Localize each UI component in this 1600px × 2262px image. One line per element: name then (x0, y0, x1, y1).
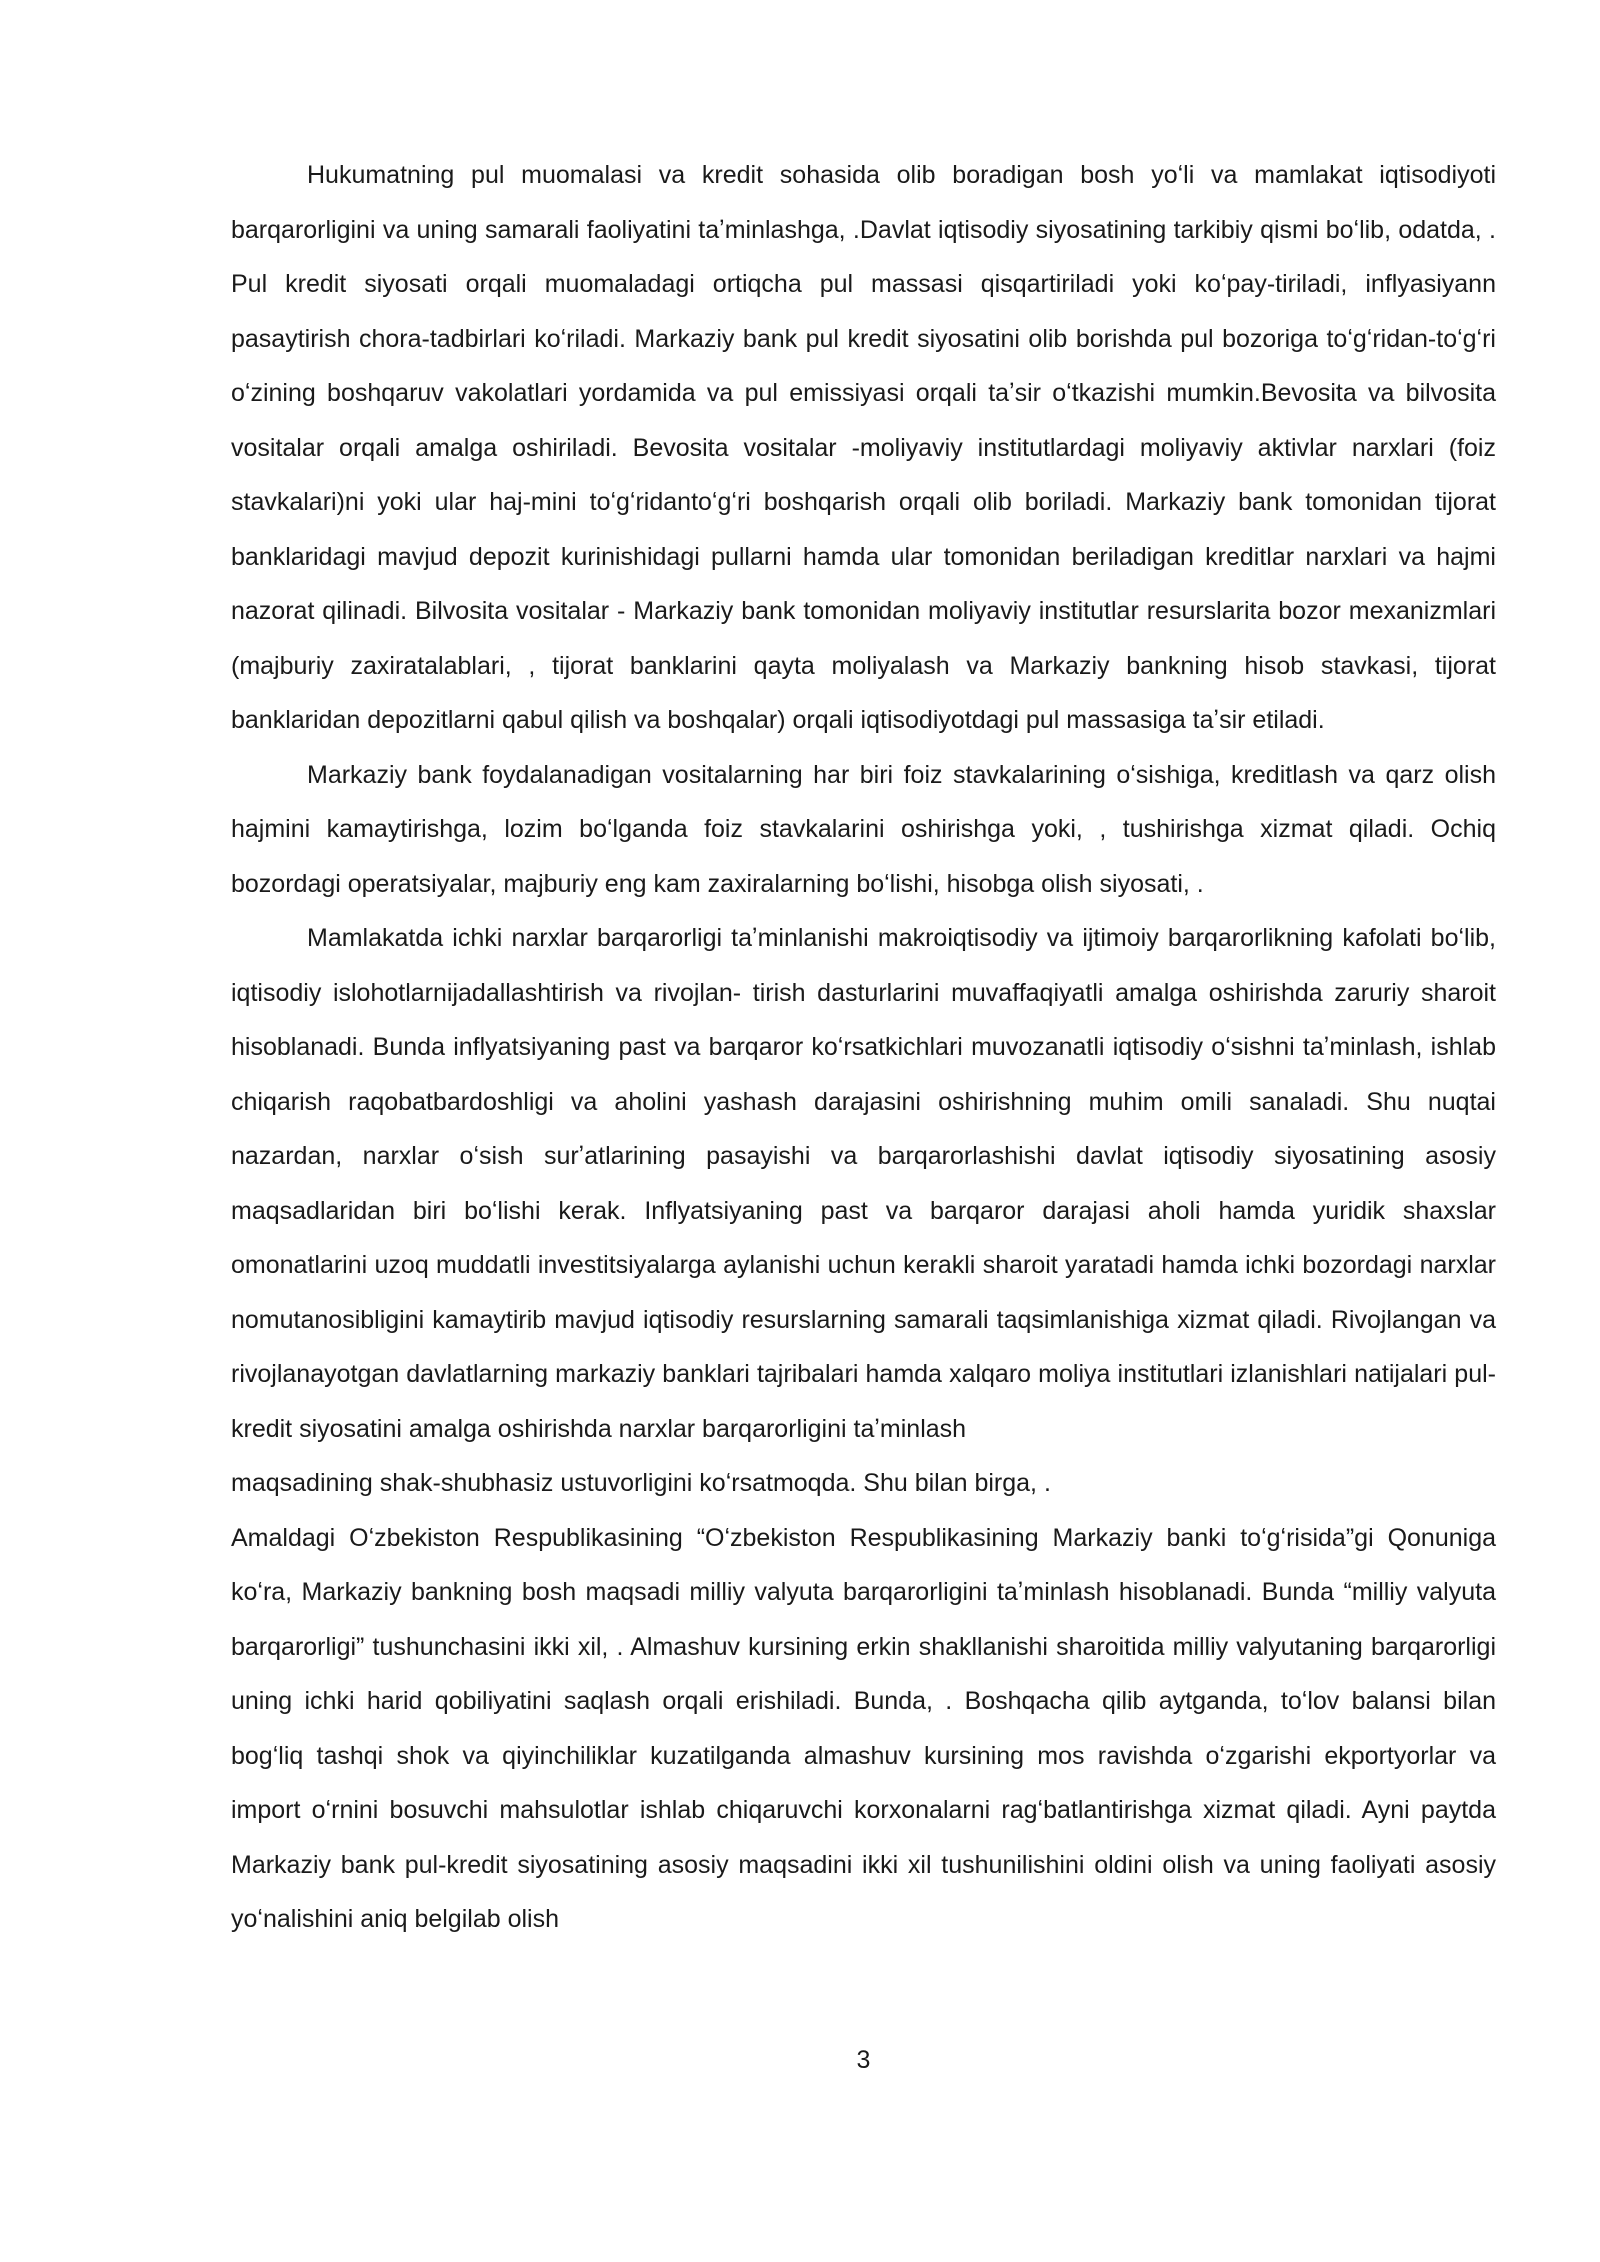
paragraph-price-stability: Mamlakatda ichki narxlar barqarorligi taʼminlanishi makroiqtisodiy va ijtimoiy barqarorlikning kafolati boʻlib, iqtisodiy islohotlarnijadallashtirish va rivojlan- tirish dasturlarini muvaffaqiyatli amalga oshirishda zaruriy sharoit hisoblanadi. Bunda inflyatsiyaning past va barqaror koʻrsatkichlari muvozanatli iqtisodiy oʻsishni taʼminlash, ishlab chiqarish raqobatbardoshligi va aholini yashash darajasini oshirishning muhim omili sanaladi. Shu nuqtai nazardan, narxlar oʻsish surʼatlarining pasayishi va barqarorlashishi davlat iqtisodiy siyosatining asosiy maqsadlaridan biri boʻlishi kerak. Inflyatsiyaning past va barqaror darajasi aholi hamda yuridik shaxslar omonatlarini uzoq muddatli investitsiyalarga aylanishi uchun kerakli sharoit yaratadi hamda ichki bozordagi narxlar nomutanosibligini kamaytirib mavjud iqtisodiy resurslarning samarali taqsimlanishiga xizmat qiladi. Rivojlangan va rivojlanayotgan davlatlarning markaziy banklari tajribalari hamda xalqaro moliya institutlari izlanishlari natijalari pul-kredit siyosatini amalga oshirishda narxlar barqarorligini taʼminlash (231, 924, 1496, 1443)
document-body (231, 148, 1496, 1947)
paragraph-central-bank-instruments: Markaziy bank foydalanadigan vositalarning har biri foiz stavkalarining oʻsishiga, kreditlash va qarz olish hajmini kamaytirishga, lozim boʻlganda foiz stavkalarini oshirishga yoki, , tushirishga xizmat qiladi. Ochiq bozordagi operatsiyalar, majburiy eng kam zaxiralarning boʻlishi, hisobga olish siyosati, . (231, 760, 1496, 898)
page-number: 3 (856, 2046, 871, 2074)
paragraph-priority-line: maqsadining shak-shubhasiz ustuvorligini koʻrsatmoqda. Shu bilan birga, . (231, 1469, 1051, 1497)
paragraph-currency-stability: Amaldagi Oʻzbekiston Respublikasining “Oʻzbekiston Respublikasining Markaziy banki toʻgʻrisida”gi Qonuniga koʻra, Markaziy bankning bosh maqsadi milliy valyuta barqarorligini taʼminlash hisoblanadi. Bunda “milliy valyuta barqarorligi” tushunchasini ikki xil, . Almashuv kursining erkin shakllanishi sharoitida milliy valyutaning barqarorligi uning ichki harid qobiliyatini saqlash orqali erishiladi. Bunda, . Boshqacha qilib aytganda, toʻlov balansi bilan bogʻliq tashqi shok va qiyinchiliklar kuzatilganda almashuv kursining mos ravishda oʻzgarishi ekportyorlar va import oʻrnini bosuvchi mahsulotlar ishlab chiqaruvchi korxonalarni ragʻbatlantirishga xizmat qiladi. Ayni paytda Markaziy bank pul-kredit siyosatining asosiy maqsadini ikki xil tushunilishini oldini olish va uning faoliyati asosiy yoʻnalishini aniq belgilab olish (231, 1523, 1496, 1933)
paragraph-monetary-policy: Hukumatning pul muomalasi va kredit sohasida olib boradigan bosh yoʻli va mamlakat iqtisodiyoti barqarorligini va uning samarali faoliyatini taʼminlashga, .Davlat iqtisodiy siyosatining tarkibiy qismi boʻlib, odatda, . Pul kredit siyosati orqali muomaladagi ortiqcha pul massasi qisqartiriladi yoki koʻpay-tiriladi, inflyasiyann pasaytirish chora-tadbirlari koʻriladi. Markaziy bank pul kredit siyosatini olib borishda pul bozoriga toʻgʻridan-toʻgʻri oʻzining boshqaruv vakolatlari yordamida va pul emissiyasi orqali taʼsir oʻtkazishi mumkin.Bevosita va bilvosita vositalar orqali amalga oshiriladi. Bevosita vositalar -moliyaviy institutlardagi moliyaviy aktivlar narxlari (foiz stavkalari)ni yoki ular haj-mini toʻgʻridantoʻgʻri boshqarish orqali olib boriladi. Markaziy bank tomonidan tijorat banklaridagi mavjud depozit kurinishidagi pullarni hamda ular tomonidan beriladigan kreditlar narxlari va hajmi nazorat qilinadi. Bilvosita vositalar - Markaziy bank tomonidan moliyaviy institutlar resurslarita bozor mexanizmlari (majburiy zaxiratalablari, , tijorat banklarini qayta moliyalash va Markaziy bankning hisob stavkasi, tijorat banklaridan depozitlarni qabul qilish va boshqalar) orqali iqtisodiyotdagi pul massasiga taʼsir etiladi. (231, 161, 1496, 734)
